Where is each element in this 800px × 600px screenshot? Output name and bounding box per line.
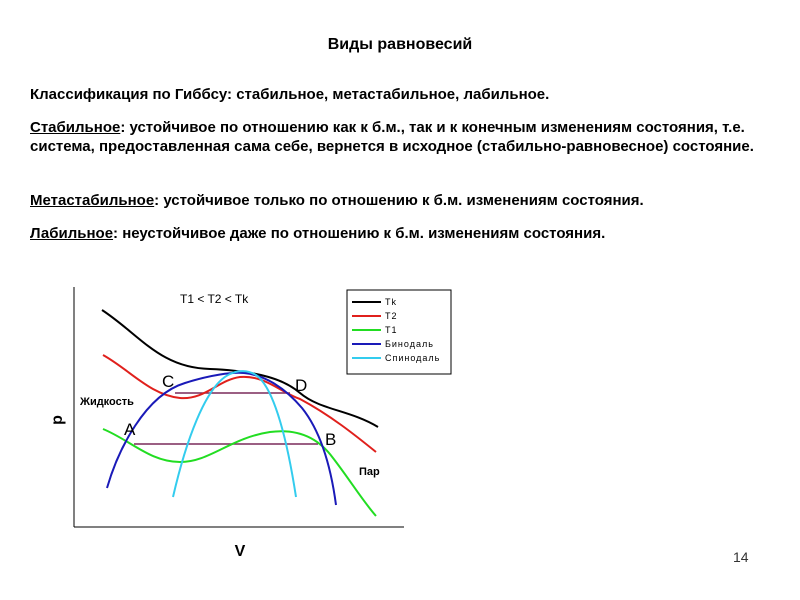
temperature-inequality: T1 < T2 < Tk: [180, 292, 249, 306]
legend-label: T2: [385, 311, 398, 321]
point-c-label: C: [162, 372, 175, 391]
stable-text: : устойчивое по отношению как к б.м., так и к конечным изменениям состояния, т.е. система, предоставленная сама себе, вернется в исходное (стабильно-равновесное) состояние.: [30, 119, 754, 155]
x-axis-label: V: [234, 543, 246, 560]
metastable-term: Метастабильное: [30, 192, 155, 209]
slide-title: Виды равновесий: [327, 36, 473, 53]
labile-term: Лабильное: [30, 225, 114, 242]
point-a-label: A: [124, 420, 136, 439]
legend-label: Спинодаль: [385, 353, 441, 363]
point-d-label: D: [295, 376, 308, 395]
vapor-region-label: Пар: [359, 466, 380, 478]
page-number: 14: [733, 549, 749, 565]
y-axis-label: p: [49, 415, 66, 425]
spinodal-curve: [173, 371, 296, 497]
metastable-text: : устойчивое только по отношению к б.м. изменениям состояния.: [154, 192, 644, 209]
legend-label: T1: [385, 325, 398, 335]
legend-label: Tk: [385, 297, 397, 307]
stable-term: Стабильное: [30, 119, 121, 136]
classification-text: Классификация по Гиббсу: стабильное, метастабильное, лабильное.: [30, 86, 550, 103]
legend-label: Бинодаль: [385, 339, 434, 349]
point-b-label: B: [325, 430, 337, 449]
liquid-region-label: Жидкость: [80, 396, 134, 408]
legend: [347, 290, 451, 374]
isotherm-tk: [102, 310, 378, 427]
labile-text: : неустойчивое даже по отношению к б.м. изменениям состояния.: [113, 225, 606, 242]
